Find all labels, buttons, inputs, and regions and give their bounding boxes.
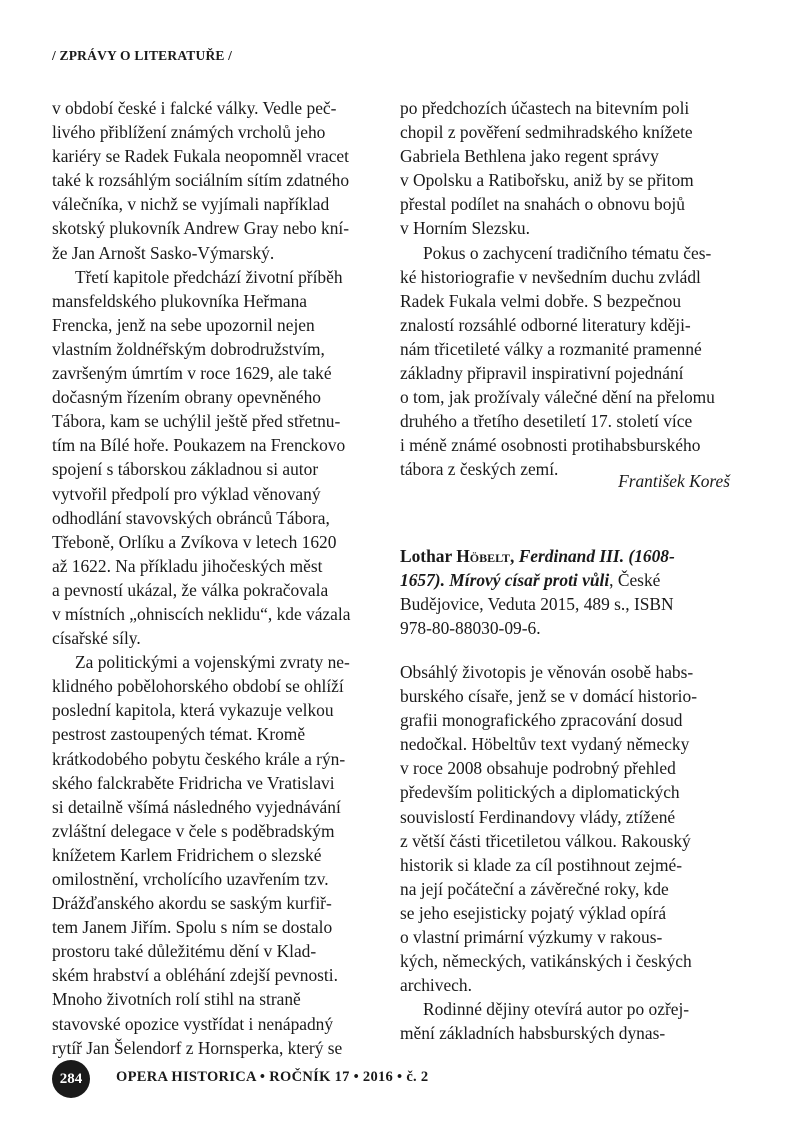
book-title-part1: Ferdinand III. (1608- <box>518 546 675 566</box>
text-line: tem Janem Jiřím. Spolu s ním se dostalo <box>52 917 333 938</box>
text-line: po předchozích účastech na bitevním poli <box>400 98 690 118</box>
text-line: Pokus o zachycení tradičního tématu čes- <box>423 242 712 263</box>
text-line: krátkodobého pobytu českého krále a rýn- <box>52 748 346 769</box>
text-line: mansfeldského plukovníka Heřmana <box>52 290 307 311</box>
text-line: si detailně všímá následného vyjednávání <box>52 796 341 817</box>
text-line: omilostnění, vrcholícího uzavřením tzv. <box>52 869 329 889</box>
text-line: livého přiblížení známých vrcholů jeho <box>52 122 326 143</box>
text-line: poslední kapitola, která vykazuje velkou <box>52 700 334 721</box>
text-line: v Opolsku a Ratibořsku, aniž by se přitom <box>400 170 694 191</box>
text-line: na její počáteční a závěrečné roky, kde <box>400 878 669 899</box>
text-line: Třeboně, Orlíku a Zvíkova v letech 1620 <box>52 531 337 552</box>
text-line: dočasným řízením obrany opevněného <box>52 387 321 408</box>
text-line: Za politickými a vojenskými zvraty ne- <box>75 652 350 673</box>
left-column <box>52 96 374 1060</box>
text-line: rytíř Jan Šelendorf z Hornsperka, který se <box>52 1037 343 1058</box>
text-line: a pevností ukázal, že válka pokračovala <box>52 579 329 600</box>
text-line: vlastním žoldnéřským dobrodružstvím, <box>52 338 325 359</box>
text-line: se jeho esejisticky pojatý výklad opírá <box>400 902 667 923</box>
text-line: nám třicetileté války a rozmanité pramenné <box>400 338 702 359</box>
page-footer <box>52 1060 612 1100</box>
text-line: spojení s táborskou základnou si autor <box>52 459 319 480</box>
book-publisher-part2: Budějovice, Veduta 2015, 489 s., ISBN <box>400 594 674 615</box>
book-author-first-name: Lothar <box>400 546 457 566</box>
text-line: završeným úmrtím v roce 1629, ale také <box>52 363 332 384</box>
book-isbn: 978-80-88030-09-6. <box>400 618 541 639</box>
text-line: burského císaře, jenž se v domácí historio- <box>400 686 697 707</box>
text-line: o tom, jak prožívaly válečné dění na přelomu <box>400 387 715 408</box>
text-line: v místních „ohniscích neklidu“, kde vázala <box>52 603 351 624</box>
text-line: základny připravil inspirativní pojednání <box>400 363 684 384</box>
text-line: znalostí rozsáhlé odborné literatury kději- <box>400 314 691 335</box>
review-author: František Koreš <box>618 471 730 491</box>
text-line: především politických a diplomatických <box>400 782 680 803</box>
text-line: Gabriela Bethlena jako regent správy <box>400 146 659 167</box>
text-line: souvislostí Ferdinandovy vlády, ztížené <box>400 806 676 827</box>
text-line: odhodlání stavovských obránců Tábora, <box>52 507 330 528</box>
text-line: grafii monografického zpracování dosud <box>400 710 683 731</box>
text-line: v roce 2008 obsahuje podrobný přehled <box>400 758 676 779</box>
text-line: stavovské opozice vystřídat i nenápadný <box>52 1013 334 1034</box>
book-author-surname: Höbelt <box>456 546 510 566</box>
text-line: archivech. <box>400 975 472 996</box>
text-line: Tábora, kam se uchýlil ještě před střetnu- <box>52 411 341 432</box>
book-bibliography: Lothar Höbelt, Ferdinand III. (1608- 1657). Mírový císař proti vůli, České Budějovice, Veduta 2015, 489 s., ISBN 978-80-88030-09-6. <box>400 544 730 640</box>
text-line: Frencka, jenž na sebe upozornil nejen <box>52 314 315 335</box>
text-line: ského falckraběte Fridricha ve Vratislavi <box>52 772 335 793</box>
text-line: až 1622. Na příkladu jihočeských měst <box>52 555 323 576</box>
text-line: také k rozsáhlým sociálním sítím zdatného <box>52 170 350 191</box>
text-line: válečníka, v nichž se vyjímali například <box>52 194 330 215</box>
text-line: i méně známé osobnosti protihabsburského <box>400 435 701 456</box>
text-line: přestal podílet na snahách o obnovu bojů <box>400 194 685 215</box>
text-line: tábora z českých zemí. <box>400 459 559 480</box>
text-line: knížetem Karlem Fridrichem o slezské <box>52 844 322 865</box>
text-line: chopil z pověření sedmihradského knížete <box>400 122 693 143</box>
text-line: ském hrabství a obléhání zdejší pevnosti. <box>52 965 338 986</box>
page-number-badge: 284 <box>52 1060 90 1098</box>
journal-info: OPERA HISTORICA • ROČNÍK 17 • 2016 • č. 2 <box>116 1069 429 1085</box>
text-line: klidného pobělohorského období se ohlíží <box>52 676 344 697</box>
text-line: Radek Fukala velmi dobře. S bezpečnou <box>400 290 682 311</box>
text-line: kých, německých, vatikánských i českých <box>400 951 692 972</box>
text-line: císařské síly. <box>52 628 141 649</box>
section-header: / ZPRÁVY O LITERATUŘE / <box>52 48 233 63</box>
book-publisher-part1: , České <box>609 570 661 591</box>
text-line: o vlastní primární výzkumy v rakous- <box>400 927 663 948</box>
text-line: pestrost zastoupených témat. Kromě <box>52 724 306 745</box>
second-review-body <box>400 660 730 1046</box>
text-line: Drážďanského akordu se saským kurfiř- <box>52 893 332 914</box>
text-line: Třetí kapitole předchází životní příběh <box>75 266 343 287</box>
text-line: mění základních habsburských dynas- <box>400 1023 666 1044</box>
text-line: Rodinné dějiny otevírá autor po ozřej- <box>423 999 690 1020</box>
text-line: historik si klade za cíl postihnout zejmé- <box>400 854 683 875</box>
text-line: v období české i falcké války. Vedle peč- <box>52 98 337 118</box>
text-line: kariéry se Radek Fukala neopomněl vracet <box>52 146 349 167</box>
text-line: skotský plukovník Andrew Gray nebo kní- <box>52 218 350 239</box>
text-line: Obsáhlý životopis je věnován osobě habs- <box>400 662 694 682</box>
text-line: nedočkal. Höbeltův text vydaný německy <box>400 734 690 755</box>
book-title-part2: 1657). Mírový císař proti vůli <box>400 570 610 591</box>
text-line: z větší části třicetiletou válkou. Rakouský <box>400 830 691 851</box>
right-column <box>400 96 740 482</box>
text-line: prostoru také důležitému dění v Klad- <box>52 941 317 962</box>
text-line: druhého a třetího desetiletí 17. století více <box>400 411 693 432</box>
text-line: zvláštní delegace v čele s poděbradským <box>52 820 335 841</box>
text-line: v Horním Slezsku. <box>400 218 530 239</box>
text-line: vytvořil předpolí pro výklad věnovaný <box>52 483 321 504</box>
text-line: tím na Bílé hoře. Poukazem na Frenckovo <box>52 435 346 456</box>
text-line: ké historiografie v nevšedním duchu zvládl <box>400 266 701 287</box>
text-line: že Jan Arnošt Sasko-Výmarský. <box>52 242 275 263</box>
text-line: Mnoho životních rolí stihl na straně <box>52 989 301 1010</box>
